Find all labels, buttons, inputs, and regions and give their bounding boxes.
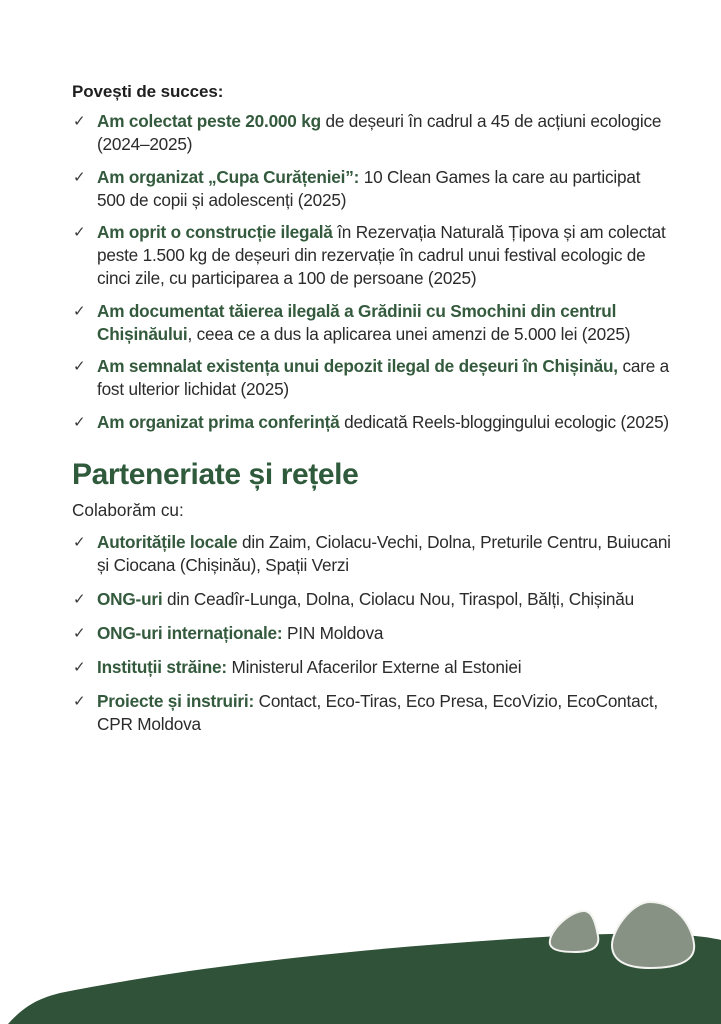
item-text: dedicată Reels-bloggingului ecologic (2025) — [339, 411, 669, 432]
small-stone-shape — [550, 911, 599, 952]
list-item — [72, 656, 672, 679]
item-highlight: Am colectat peste 20.000 kg — [97, 111, 321, 131]
list-item — [72, 531, 672, 577]
list-item — [72, 110, 672, 156]
item-highlight: ONG-uri internaționale: — [97, 622, 283, 643]
item-highlight: Am organizat „Cupa Curățeniei”: — [97, 166, 360, 187]
item-text: din Ceadîr-Lunga, Dolna, Ciolacu Nou, Tiraspol, Bălți, Chișinău — [162, 588, 635, 609]
partnerships-title: Parteneriate și rețele — [72, 457, 359, 491]
list-item — [72, 300, 672, 346]
check-icon: ✓ — [73, 113, 86, 130]
check-icon: ✓ — [73, 358, 86, 375]
item-text: din Zaim, Ciolacu-Vechi, Dolna, Preturile Centru, Buiucani și Ciocana (Chișinău), Spații Verzi — [97, 531, 671, 575]
item-highlight: Instituții străine: — [97, 656, 227, 677]
item-highlight: Am documentat tăierea ilegală a Grădinii cu Smochini din centrul Chișinăului — [97, 300, 617, 344]
item-text: de deșeuri în cadrul a 45 de acțiuni ecologice (2024–2025) — [97, 111, 662, 154]
check-icon: ✓ — [73, 168, 86, 186]
check-icon: ✓ — [73, 590, 86, 608]
item-text: Ministerul Afacerilor Externe al Estoniei — [226, 656, 522, 677]
large-stone-shape — [612, 902, 694, 968]
partnerships-list — [72, 531, 672, 736]
list-item — [72, 221, 672, 290]
page-content — [72, 82, 672, 747]
check-icon: ✓ — [73, 224, 86, 241]
item-text: în Rezervația Naturală Țipova și am colectat peste 1.500 kg de deșeuri din rezervație în cadrul unui festival ecologic de cinci zile, cu participarea a 100 de persoane (2025) — [97, 222, 666, 288]
check-icon: ✓ — [73, 413, 86, 431]
list-item — [72, 588, 672, 611]
item-text: care a fost ulterior lichidat (2025) — [97, 356, 670, 399]
item-highlight: Proiecte și instruiri: — [97, 690, 255, 711]
item-text: Contact, Eco-Tiras, Eco Presa, EcoVizio, EcoContact, CPR Moldova — [97, 690, 659, 734]
item-highlight: ONG-uri — [97, 588, 163, 609]
item-highlight: Am semnalat existența unui depozit ilegal de deșeuri în Chișinău, — [97, 356, 618, 376]
partnerships-intro: Colaborăm cu: — [72, 499, 184, 520]
item-highlight: Am organizat prima conferință — [97, 411, 340, 432]
check-icon: ✓ — [73, 302, 86, 320]
success-stories-heading: Povești de succes: — [72, 82, 224, 101]
list-item — [72, 355, 672, 401]
list-item — [72, 411, 672, 434]
item-text: , ceea ce a dus la aplicarea unei amenzi de 5.000 lei (2025) — [187, 323, 631, 344]
list-item — [72, 166, 672, 212]
check-icon: ✓ — [73, 624, 86, 642]
check-icon: ✓ — [73, 533, 86, 551]
list-item — [72, 622, 672, 645]
check-icon: ✓ — [73, 692, 86, 710]
item-highlight: Autoritățile locale — [97, 531, 238, 552]
item-highlight: Am oprit o construcție ilegală — [97, 222, 333, 242]
list-item — [72, 690, 672, 736]
item-text: PIN Moldova — [282, 622, 384, 643]
success-stories-list — [72, 110, 672, 434]
bottom-decoration — [0, 880, 721, 1024]
item-text: 10 Clean Games la care au participat 500 de copii și adolescenți (2025) — [97, 166, 641, 210]
check-icon: ✓ — [73, 658, 86, 676]
